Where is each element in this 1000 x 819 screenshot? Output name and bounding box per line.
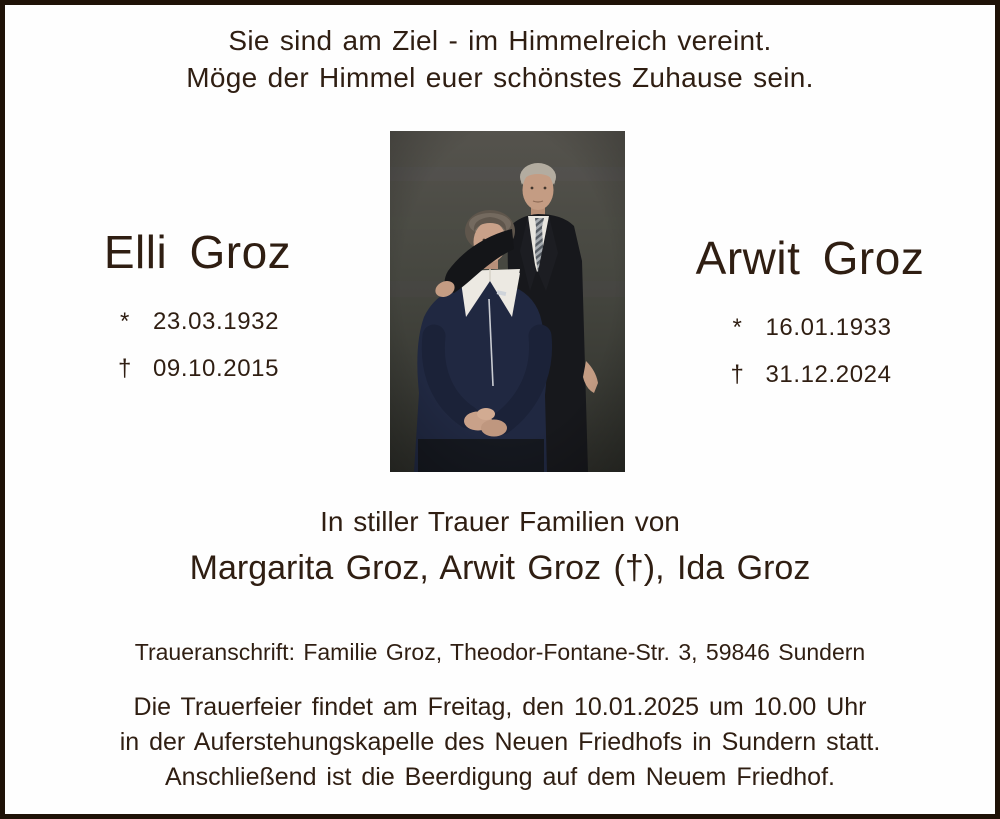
verse-line-2: Möge der Himmel euer schönstes Zuhause sein. [186, 62, 814, 93]
birth-star-symbol: * [732, 314, 743, 341]
death-cross-symbol: † [117, 355, 132, 382]
funeral-line-1: Die Trauerfeier findet am Freitag, den 10.01.2025 um 10.00 Uhr [133, 693, 867, 721]
death-date: 31.12.2024 [765, 361, 892, 388]
mourning-block [5, 505, 995, 589]
birth-date-row [5, 307, 390, 337]
memorial-photo [390, 131, 625, 472]
birth-date-row [625, 313, 995, 343]
deceased-right-block [625, 232, 995, 390]
birth-date: 23.03.1932 [152, 308, 280, 335]
mourning-family-names: Margarita Groz, Arwit Groz (†), Ida Groz [189, 549, 811, 587]
deceased-left-block [5, 226, 390, 384]
birth-star-symbol: * [119, 308, 130, 335]
funeral-line-3: Anschließend ist die Beerdigung auf dem Neuem Friedhof. [165, 763, 835, 791]
photo-vignette [390, 131, 625, 472]
funeral-details [5, 690, 995, 795]
death-date-row [625, 360, 995, 390]
condolence-verse [5, 22, 995, 96]
death-cross-symbol: † [730, 361, 745, 388]
birth-date: 16.01.1933 [765, 314, 892, 341]
deceased-right-name: Arwit Groz [695, 232, 925, 284]
mourning-intro: In stiller Trauer Familien von [320, 506, 680, 537]
death-date-row [5, 354, 390, 384]
funeral-line-2: in der Auferstehungskapelle des Neuen Friedhofs in Sundern statt. [119, 728, 881, 756]
mourning-address: Traueranschrift: Familie Groz, Theodor-Fontane-Str. 3, 59846 Sundern [134, 639, 866, 665]
verse-line-1: Sie sind am Ziel - im Himmelreich vereint. [228, 25, 772, 56]
deceased-left-dates [5, 307, 390, 384]
deceased-left-name: Elli Groz [103, 226, 292, 278]
deceased-right-dates [625, 313, 995, 390]
death-date: 09.10.2015 [152, 355, 280, 382]
